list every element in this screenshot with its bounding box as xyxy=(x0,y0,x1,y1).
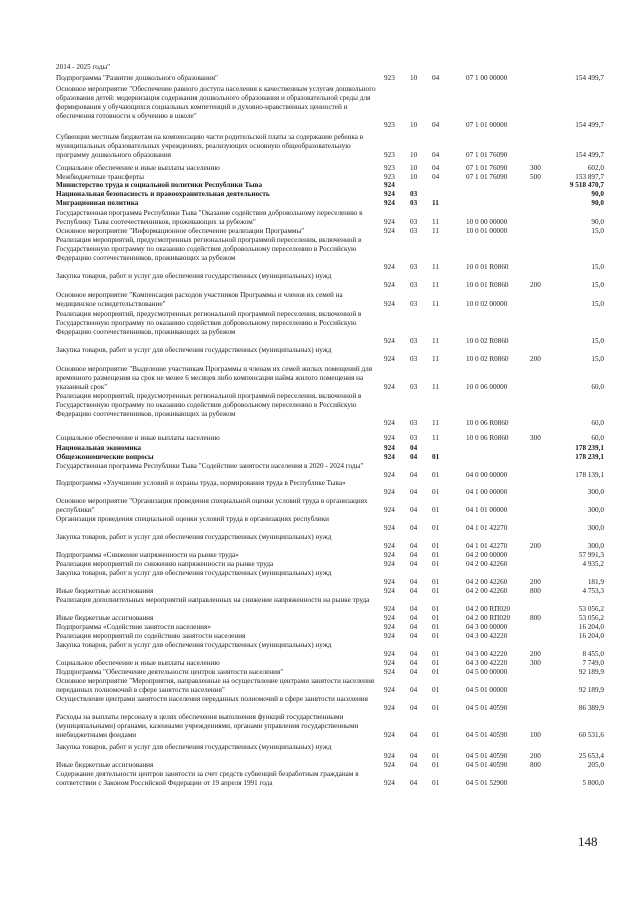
amount: 90,0 xyxy=(591,217,604,226)
target-article: 04 2 00 42260 xyxy=(466,577,508,586)
row-name: Социальное обеспечение и иные выплаты населению xyxy=(56,164,220,172)
target-article: 04 2 00 RП020 xyxy=(466,614,511,622)
amount: 9 518 470,7 xyxy=(569,181,604,189)
row-name: Расходы на выплаты персоналу в целях обеспечения выполнения функций государственными (муниципальными) органами, казенными учреждениями, органами управления государственными внебюджетными фондами xyxy=(56,713,359,739)
target-article: 04 5 01 40590 xyxy=(466,751,508,760)
section-code: 04 xyxy=(410,470,418,479)
target-article: 10 0 06 R0860 xyxy=(466,434,509,442)
row-name: Закупка товаров, работ и услуг для обеспечения государственных (муниципальных) нужд xyxy=(56,272,332,280)
target-article: 04 5 01 52900 xyxy=(466,778,508,787)
row-name: Реализация мероприятий по содействию занятости населения xyxy=(56,632,246,640)
amount: 154 499,7 xyxy=(575,74,604,82)
target-article: 04 0 00 00000 xyxy=(466,470,508,479)
expense-type: 200 xyxy=(530,541,541,550)
amount: 90,0 xyxy=(591,199,604,207)
amount: 602,0 xyxy=(587,164,604,172)
gr-code: 924 xyxy=(384,217,395,226)
amount: 153 897,7 xyxy=(575,173,604,181)
gr-code: 924 xyxy=(384,623,395,631)
row-name: Основное мероприятие "Выделение участникам Программы и членам их семей жилых помещений для временного размещения на срок не менее 6 месяцев либо компенсация найма жилого помещения на указанный срок" xyxy=(56,365,373,391)
target-article: 10 0 02 00000 xyxy=(466,299,508,308)
section-code: 03 xyxy=(410,227,418,235)
section-code: 04 xyxy=(410,685,418,694)
gr-code: 923 xyxy=(384,74,395,82)
gr-code: 924 xyxy=(384,560,395,568)
section-code: 03 xyxy=(410,434,418,442)
gr-code: 924 xyxy=(384,199,395,207)
target-article: 04 2 00 42260 xyxy=(466,587,508,595)
subsection-code: 04 xyxy=(432,164,440,172)
subsection-code: 01 xyxy=(432,505,440,514)
target-article: 07 1 01 76090 xyxy=(466,173,508,181)
target-article: 10 0 02 R0860 xyxy=(466,336,509,345)
gr-code: 924 xyxy=(384,761,395,769)
row-name: Реализация мероприятий, предусмотренных региональной программой переселения, включенной в Государственную программу по оказанию содействия добровольному переселению в Российскую Федерацию соотечественников, проживающих за рубежом xyxy=(56,392,362,418)
amount: 15,0 xyxy=(591,280,604,289)
gr-code: 924 xyxy=(384,354,395,363)
amount: 90,0 xyxy=(591,190,604,198)
target-article: 07 1 01 00000 xyxy=(466,120,508,129)
expense-type: 200 xyxy=(530,280,541,289)
gr-code: 924 xyxy=(384,262,395,271)
target-article: 04 5 01 40590 xyxy=(466,703,508,712)
subsection-code: 11 xyxy=(432,199,439,207)
expense-type: 200 xyxy=(530,751,541,760)
subsection-code: 01 xyxy=(432,577,440,586)
row-name: Миграционная политика xyxy=(56,199,139,207)
section-code: 03 xyxy=(410,199,418,207)
amount: 60,0 xyxy=(591,418,604,427)
subsection-code: 01 xyxy=(432,751,440,760)
subsection-code: 01 xyxy=(432,523,440,532)
section-code: 10 xyxy=(410,173,418,181)
subsection-code: 04 xyxy=(432,173,440,181)
row-name: Основное мероприятие "Информационное обеспечение реализации Программы" xyxy=(56,227,305,235)
target-article: 07 1 00 00000 xyxy=(466,74,508,82)
amount: 178 139,1 xyxy=(575,470,604,479)
gr-code: 924 xyxy=(384,434,395,442)
gr-code: 924 xyxy=(384,453,395,461)
amount: 5 800,0 xyxy=(582,778,604,787)
row-name: Субвенции местным бюджетам на компенсацию части родительской платы за содержание ребенка в муниципальных образовательных учреждениях, реализующих основную общеобразовательную программу дошкольного образования xyxy=(56,133,364,159)
section-code: 04 xyxy=(410,659,418,667)
subsection-code: 01 xyxy=(432,587,440,595)
subsection-code: 04 xyxy=(432,150,440,159)
gr-code: 924 xyxy=(384,505,395,514)
subsection-code: 01 xyxy=(432,668,440,676)
subsection-code: 01 xyxy=(432,623,440,631)
section-code: 04 xyxy=(410,730,418,739)
amount: 16 204,0 xyxy=(578,632,604,640)
section-code: 04 xyxy=(410,778,418,787)
gr-code: 924 xyxy=(384,181,395,189)
gr-code: 924 xyxy=(384,577,395,586)
gr-code: 924 xyxy=(384,382,395,391)
row-name: Закупка товаров, работ и услуг для обеспечения государственных (муниципальных) нужд xyxy=(56,743,332,751)
section-code: 10 xyxy=(410,74,418,82)
target-article: 07 1 01 76090 xyxy=(466,150,508,159)
target-article: 10 0 01 R0860 xyxy=(466,280,509,289)
target-article: 10 0 02 R0860 xyxy=(466,354,509,363)
subsection-code: 01 xyxy=(432,560,440,568)
target-article: 04 5 00 00000 xyxy=(466,668,508,676)
amount: 154 499,7 xyxy=(575,120,604,129)
gr-code: 924 xyxy=(384,659,395,667)
section-code: 04 xyxy=(410,523,418,532)
target-article: 10 0 06 00000 xyxy=(466,382,508,391)
section-code: 03 xyxy=(410,336,418,345)
gr-code: 924 xyxy=(384,604,395,613)
section-code: 10 xyxy=(410,150,418,159)
section-code: 04 xyxy=(410,632,418,640)
section-code: 04 xyxy=(410,587,418,595)
section-code: 04 xyxy=(410,703,418,712)
subsection-code: 01 xyxy=(432,487,440,496)
amount: 181,9 xyxy=(587,577,604,586)
subsection-code: 04 xyxy=(432,74,440,82)
target-article: 04 2 00 42260 xyxy=(466,560,508,568)
subsection-code: 01 xyxy=(432,659,440,667)
amount: 60,0 xyxy=(591,382,604,391)
target-article: 04 1 00 00000 xyxy=(466,487,508,496)
gr-code: 924 xyxy=(384,730,395,739)
target-article: 04 3 00 42220 xyxy=(466,632,508,640)
target-article: 10 0 01 00000 xyxy=(466,227,508,235)
target-article: 04 3 00 42220 xyxy=(466,659,508,667)
section-code: 03 xyxy=(410,190,418,198)
target-article: 04 1 01 42270 xyxy=(466,541,508,550)
section-code: 04 xyxy=(410,604,418,613)
gr-code: 924 xyxy=(384,551,395,559)
subsection-code: 01 xyxy=(432,470,440,479)
section-code: 04 xyxy=(410,487,418,496)
row-name: Подпрограмма "Развитие дошкольного образования" xyxy=(56,74,218,82)
section-code: 04 xyxy=(410,614,418,622)
row-name: Закупка товаров, работ и услуг для обеспечения государственных (муниципальных) нужд xyxy=(56,569,332,577)
row-name: Подпрограмма «Снижение напряженности на рынке труда» xyxy=(56,551,239,559)
expense-type: 300 xyxy=(530,164,541,172)
target-article: 04 1 01 00000 xyxy=(466,505,508,514)
subsection-code: 01 xyxy=(432,614,440,622)
section-code: 04 xyxy=(410,560,418,568)
row-name: Основное мероприятие "Компенсация расходов участников Программы и членов их семей на медицинское освидетельствование" xyxy=(56,291,343,308)
gr-code: 924 xyxy=(384,685,395,694)
section-code: 03 xyxy=(410,217,418,226)
expense-type: 500 xyxy=(530,173,541,181)
target-article: 10 0 01 R0860 xyxy=(466,262,509,271)
amount: 178 239,1 xyxy=(575,453,604,461)
section-code: 10 xyxy=(410,120,418,129)
subsection-code: 01 xyxy=(432,649,440,658)
amount: 57 991,3 xyxy=(578,551,604,559)
subsection-code: 11 xyxy=(432,354,439,363)
subsection-code: 01 xyxy=(432,604,440,613)
gr-code: 924 xyxy=(384,299,395,308)
row-name: Подпрограмма «Содействие занятости населения» xyxy=(56,623,211,631)
amount: 154 499,7 xyxy=(575,150,604,159)
row-name: Подпрограмма «Улучшение условий и охраны труда, нормирования труда в Республике Тыва» xyxy=(56,479,346,487)
gr-code: 924 xyxy=(384,523,395,532)
target-article: 04 5 01 00000 xyxy=(466,685,508,694)
amount: 4 753,3 xyxy=(582,587,604,595)
row-name: Закупка товаров, работ и услуг для обеспечения государственных (муниципальных) нужд xyxy=(56,533,332,541)
row-name: Министерство труда и социальной политики Республики Тыва xyxy=(56,181,263,189)
row-name: Государственная программа Республики Тыва "Оказание содействия добровольному переселению в Республику Тыва соотечественников, проживающих за рубежом" xyxy=(56,209,363,226)
subsection-code: 11 xyxy=(432,382,439,391)
subsection-code: 11 xyxy=(432,336,439,345)
gr-code: 924 xyxy=(384,541,395,550)
gr-code: 923 xyxy=(384,150,395,159)
expense-type: 800 xyxy=(530,761,541,769)
amount: 205,0 xyxy=(587,761,604,769)
subsection-code: 01 xyxy=(432,730,440,739)
subsection-code: 11 xyxy=(432,227,439,235)
gr-code: 924 xyxy=(384,703,395,712)
row-name: Осуществление центрами занятости населения переданных полномочий в сфере занятости населения xyxy=(56,695,368,703)
expense-type: 300 xyxy=(530,434,541,442)
subsection-code: 11 xyxy=(432,299,439,308)
amount: 178 239,1 xyxy=(575,444,604,452)
gr-code: 924 xyxy=(384,649,395,658)
row-name: Общеэкономические вопросы xyxy=(56,453,154,461)
section-code: 03 xyxy=(410,262,418,271)
row-name: Межбюджетные трансферты xyxy=(56,173,144,181)
amount: 60 531,6 xyxy=(578,730,604,739)
target-article: 04 3 00 42220 xyxy=(466,649,508,658)
amount: 15,0 xyxy=(591,336,604,345)
target-article: 04 2 00 00000 xyxy=(466,551,508,559)
subsection-code: 01 xyxy=(432,685,440,694)
amount: 300,0 xyxy=(587,505,604,514)
section-code: 03 xyxy=(410,382,418,391)
target-article: 04 5 01 40590 xyxy=(466,730,508,739)
row-name: Закупка товаров, работ и услуг для обеспечения государственных (муниципальных) нужд xyxy=(56,641,332,649)
section-code: 10 xyxy=(410,164,418,172)
row-name: Реализация дополнительных мероприятий направленных на снижение напряженности на рынке труда xyxy=(56,596,370,604)
gr-code: 924 xyxy=(384,418,395,427)
row-name: Реализация мероприятий, предусмотренных региональной программой переселения, включенной в Государственную программу по оказанию содействия добровольному переселению в Российскую Федерацию соотечественников, проживающих за рубежом xyxy=(56,310,362,336)
subsection-code: 04 xyxy=(432,120,440,129)
row-name: Основное мероприятие "Организация проведения специальной оценки условий труда в организациях республики" xyxy=(56,497,368,514)
amount: 53 056,2 xyxy=(578,604,604,613)
amount: 53 056,2 xyxy=(578,614,604,622)
section-code: 04 xyxy=(410,551,418,559)
section-code: 04 xyxy=(410,649,418,658)
row-name: Иные бюджетные ассигнования xyxy=(56,587,154,595)
target-article: 10 0 06 R0860 xyxy=(466,418,509,427)
amount: 16 204,0 xyxy=(578,623,604,631)
subsection-code: 01 xyxy=(432,541,440,550)
target-article: 04 5 01 40590 xyxy=(466,761,508,769)
section-code: 03 xyxy=(410,354,418,363)
amount: 300,0 xyxy=(587,541,604,550)
row-name: 2014 - 2025 годы" xyxy=(56,63,111,71)
amount: 25 653,4 xyxy=(578,751,604,760)
amount: 92 189,9 xyxy=(578,668,604,676)
target-article: 10 0 00 00000 xyxy=(466,217,508,226)
amount: 15,0 xyxy=(591,354,604,363)
gr-code: 924 xyxy=(384,668,395,676)
row-name: Национальная безопасность и правоохранительная деятельность xyxy=(56,190,270,198)
expense-type: 300 xyxy=(530,659,541,667)
subsection-code: 01 xyxy=(432,778,440,787)
amount: 4 935,2 xyxy=(582,560,604,568)
row-name: Национальная экономика xyxy=(56,444,142,452)
section-code: 04 xyxy=(410,751,418,760)
gr-code: 923 xyxy=(384,120,395,129)
section-code: 04 xyxy=(410,577,418,586)
row-name: Реализация мероприятий по снижению напряженности на рынке труда xyxy=(56,560,274,568)
gr-code: 924 xyxy=(384,614,395,622)
row-name: Социальное обеспечение и иные выплаты населению xyxy=(56,434,220,442)
target-article: 04 3 00 00000 xyxy=(466,623,508,631)
expense-type: 100 xyxy=(530,730,541,739)
target-article: 07 1 01 76090 xyxy=(466,164,508,172)
target-article: 04 1 01 42270 xyxy=(466,523,508,532)
expense-type: 200 xyxy=(530,577,541,586)
subsection-code: 01 xyxy=(432,703,440,712)
subsection-code: 11 xyxy=(432,217,439,226)
section-code: 03 xyxy=(410,299,418,308)
expense-type: 800 xyxy=(530,614,541,622)
row-name: Подпрограмма "Обеспечение деятельности центров занятости населения" xyxy=(56,668,284,676)
gr-code: 924 xyxy=(384,444,395,452)
section-code: 04 xyxy=(410,444,418,452)
gr-code: 924 xyxy=(384,280,395,289)
section-code: 04 xyxy=(410,668,418,676)
row-name: Основное мероприятие "Мероприятия, направленные на осуществление центрами занятости населения переданных полномочий в сфере занятости населения" xyxy=(56,677,375,694)
section-code: 04 xyxy=(410,505,418,514)
subsection-code: 01 xyxy=(432,761,440,769)
gr-code: 924 xyxy=(384,751,395,760)
row-name: Государственная программа Республики Тыва "Содействие занятости населения в 2020 - 2024 годы" xyxy=(56,462,364,470)
expense-type: 800 xyxy=(530,587,541,595)
gr-code: 924 xyxy=(384,778,395,787)
gr-code: 924 xyxy=(384,336,395,345)
subsection-code: 11 xyxy=(432,280,439,289)
amount: 86 389,9 xyxy=(578,703,604,712)
gr-code: 924 xyxy=(384,632,395,640)
subsection-code: 01 xyxy=(432,632,440,640)
row-name: Иные бюджетные ассигнования xyxy=(56,614,154,622)
row-name: Иные бюджетные ассигнования xyxy=(56,761,154,769)
amount: 60,0 xyxy=(591,434,604,442)
amount: 15,0 xyxy=(591,227,604,235)
subsection-code: 01 xyxy=(432,551,440,559)
expense-type: 200 xyxy=(530,354,541,363)
section-code: 04 xyxy=(410,623,418,631)
subsection-code: 11 xyxy=(432,434,439,442)
subsection-code: 11 xyxy=(432,262,439,271)
amount: 8 455,0 xyxy=(582,649,604,658)
page-number: 148 xyxy=(578,834,598,849)
gr-code: 924 xyxy=(384,587,395,595)
subsection-code: 01 xyxy=(432,453,440,461)
amount: 15,0 xyxy=(591,299,604,308)
gr-code: 923 xyxy=(384,173,395,181)
section-code: 04 xyxy=(410,761,418,769)
target-article: 04 2 00 RП020 xyxy=(466,604,511,613)
amount: 300,0 xyxy=(587,523,604,532)
row-name: Реализация мероприятий, предусмотренных региональной программой переселения, включенной в Государственную программу по оказанию содействия добровольному переселению в Российскую Федерацию соотечественников, проживающих за рубежом xyxy=(56,236,362,262)
amount: 15,0 xyxy=(591,262,604,271)
amount: 300,0 xyxy=(587,487,604,496)
row-name: Содержание деятельности центров занятости за счет средств субвенций безработным гражданам в соответствии с Законом Российской Федерации от 19 апреля 1991 года xyxy=(56,770,359,787)
amount: 92 189,9 xyxy=(578,685,604,694)
row-name: Социальное обеспечение и иные выплаты населению xyxy=(56,659,220,667)
section-code: 03 xyxy=(410,280,418,289)
section-code: 03 xyxy=(410,418,418,427)
amount: 7 749,0 xyxy=(582,659,604,667)
subsection-code: 11 xyxy=(432,418,439,427)
gr-code: 924 xyxy=(384,470,395,479)
section-code: 04 xyxy=(410,453,418,461)
gr-code: 924 xyxy=(384,227,395,235)
gr-code: 924 xyxy=(384,487,395,496)
section-code: 04 xyxy=(410,541,418,550)
row-name: Организация проведения специальной оценки условий труда в организациях республики xyxy=(56,515,330,523)
expense-type: 200 xyxy=(530,649,541,658)
gr-code: 923 xyxy=(384,164,395,172)
row-name: Основное мероприятие "Обеспечение равного доступа населения к качественным услугам дошкольного образования детей: модернизация содержания дошкольного образования и образовательной среды для формирования у обучающихся социальных компетенций и духовно-нравственных ценностей и обеспечения готовности к обучению в школе" xyxy=(56,85,376,120)
gr-code: 924 xyxy=(384,190,395,198)
row-name: Закупка товаров, работ и услуг для обеспечения государственных (муниципальных) нужд xyxy=(56,346,332,354)
